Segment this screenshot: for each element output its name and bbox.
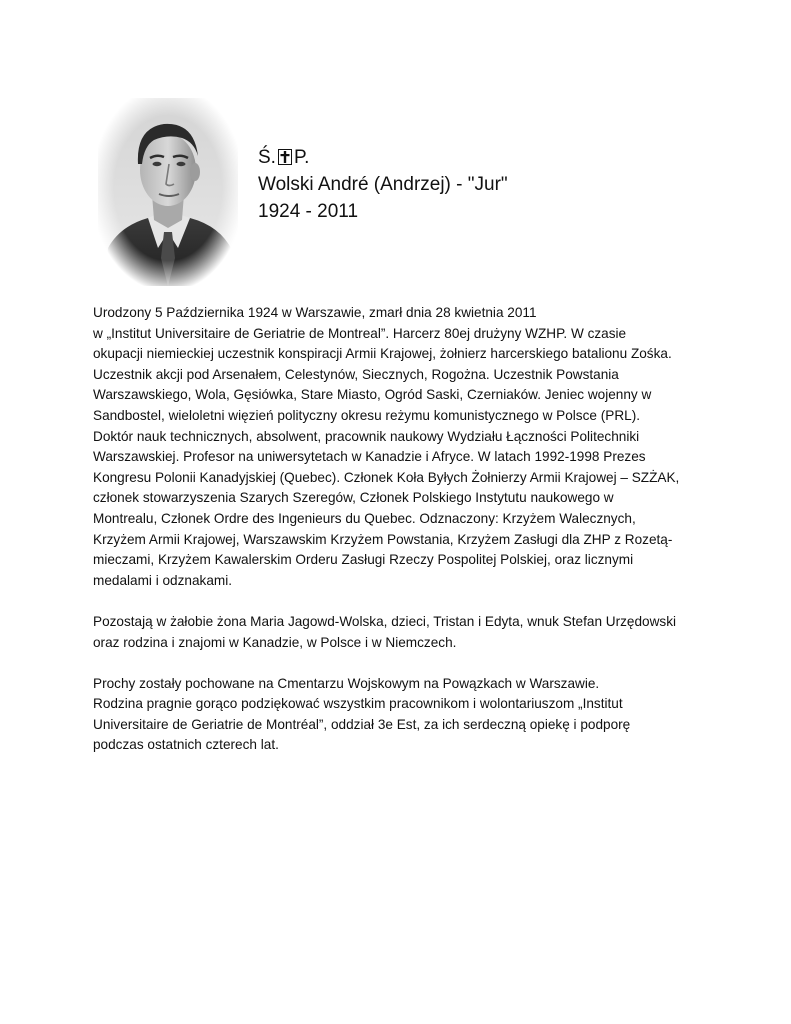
obituary-heading xyxy=(258,144,508,225)
bio-line: Doktór nauk technicznych, absolwent, pracownik naukowy Wydziału Łączności Politechniki xyxy=(93,428,640,444)
paragraph-spacer xyxy=(93,591,713,612)
bio-line: Krzyżem Armii Krajowej, Warszawskim Krzyżem Powstania, Krzyżem Zasługi dla ZHP z Rozetą- xyxy=(93,531,673,547)
bio-line: Warszawskiego, Wola, Gęsiówka, Stare Miasto, Ogród Saski, Czerniaków. Jeniec wojenny w xyxy=(93,387,652,403)
bio-line: okupacji niemieckiej uczestnik konspiracji Armii Krajowej, żołnierz harcerskiego batalionu Zośka. xyxy=(93,346,672,362)
heading-prefix-p: P. xyxy=(293,147,310,168)
bio-line: Uczestnik akcji pod Arsenałem, Celestynów, Siecznych, Rogożna. Uczestnik Powstania xyxy=(93,366,619,382)
obituary-body xyxy=(93,303,713,756)
bio-line: Kongresu Polonii Kanadyjskiej (Quebec). Członek Koła Byłych Żołnierzy Armii Krajowej – SZŻAK, xyxy=(93,469,680,485)
bio-line: w „Institut Universitaire de Geriatrie de Montreal”. Harcerz 80ej drużyny WZHP. W czasie xyxy=(93,325,627,341)
portrait-image xyxy=(98,98,238,286)
bio-line: medalami i odznakami. xyxy=(93,572,233,588)
bio-line: Warszawskiej. Profesor na uniwersytetach w Kanadzie i Afryce. W latach 1992-1998 Prezes xyxy=(93,449,646,465)
portrait-photo xyxy=(98,98,238,286)
mourning-line: oraz rodzina i znajomi w Kanadzie, w Polsce i w Niemczech. xyxy=(93,634,457,650)
burial-line: podczas ostatnich czterech lat. xyxy=(93,737,279,753)
bio-line: mieczami, Krzyżem Kawalerskim Orderu Zasługi Rzeczy Pospolitej Polskiej, oraz licznymi xyxy=(93,552,634,568)
bio-line: Urodzony 5 Października 1924 w Warszawie, zmarł dnia 28 kwietnia 2011 xyxy=(93,305,537,320)
burial-line: Prochy zostały pochowane na Cmentarzu Wojskowym na Powązkach w Warszawie. xyxy=(93,675,600,691)
bio-line: Sandbostel, wieloletni więzień polityczny okresu reżymu komunistycznego w Polsce (PRL). xyxy=(93,407,641,423)
heading-prefix-s: Ś. xyxy=(258,147,276,168)
burial-line: Rodzina pragnie gorąco podziękować wszystkim pracownikom i wolontariuszom „Institut xyxy=(93,696,623,712)
burial-line: Universitaire de Geriatrie de Montréal”, oddział 3e Est, za ich serdeczną opiekę i podporę xyxy=(93,716,631,732)
mourning-line: Pozostają w żałobie żona Maria Jagowd-Wolska, dzieci, Tristan i Edyta, wnuk Stefan Urzędowski xyxy=(93,613,677,629)
paragraph-spacer xyxy=(93,653,713,674)
bio-line: Montrealu, Członek Ordre des Ingenieurs du Quebec. Odznaczony: Krzyżem Walecznych, xyxy=(93,510,636,526)
life-years: 1924 - 2011 xyxy=(258,201,359,222)
bio-line: członek stowarzyszenia Szarych Szeregów, Członek Polskiego Instytutu naukowego w xyxy=(93,490,614,506)
latin-cross-icon xyxy=(278,149,292,165)
heading-honorific xyxy=(258,144,508,171)
deceased-name: Wolski André (Andrzej) - "Jur" xyxy=(258,174,508,195)
